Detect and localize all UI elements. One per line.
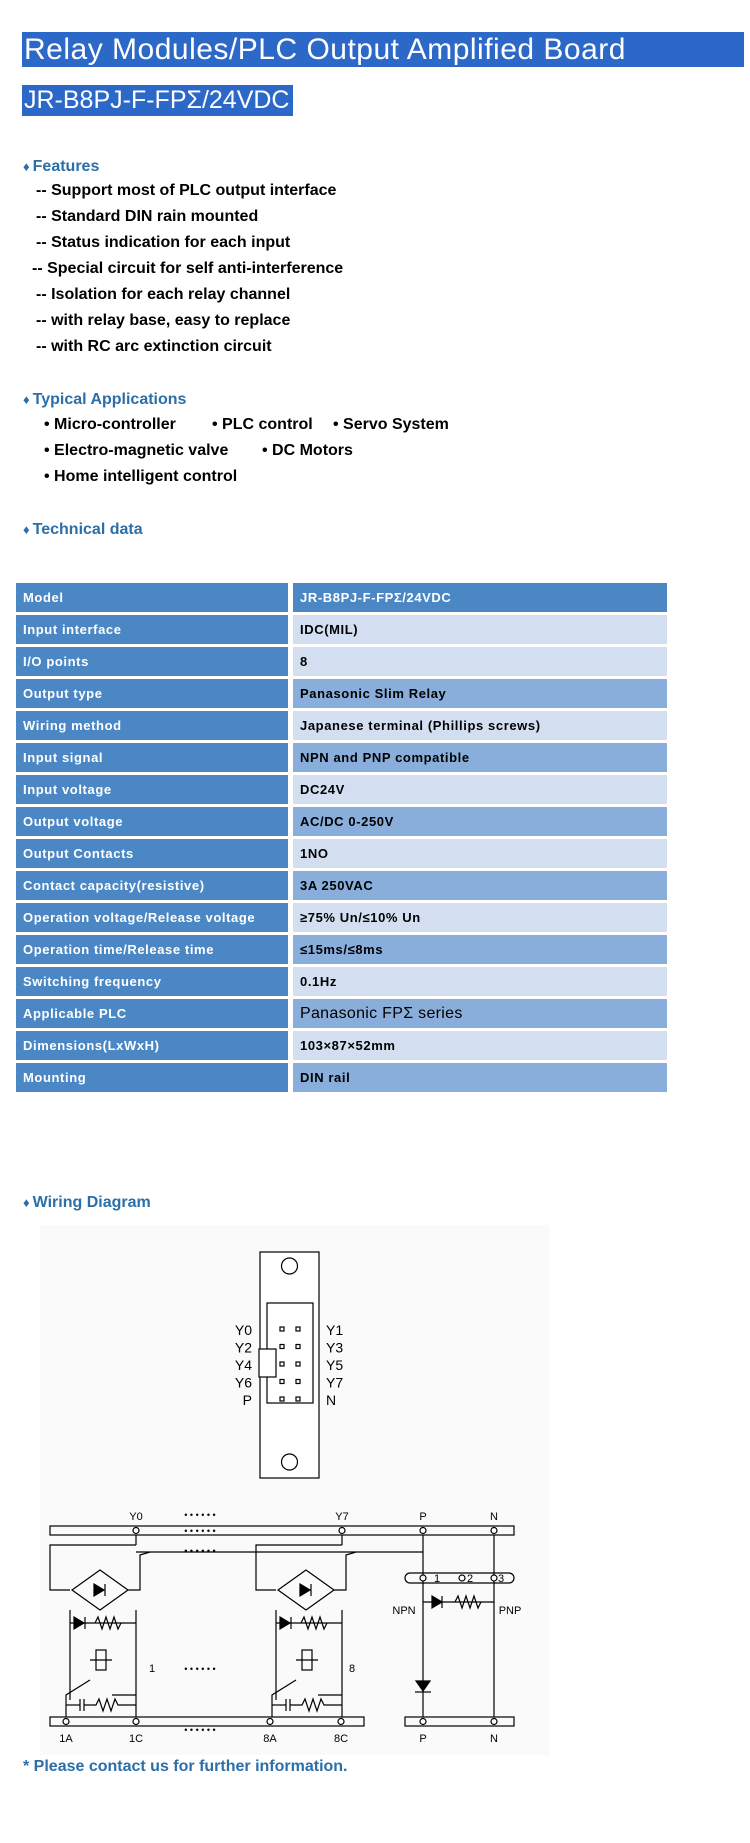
ellipsis-dots: • • • • • •	[184, 1664, 216, 1674]
terminal-circle	[420, 1719, 426, 1725]
row-key: Output type	[16, 679, 293, 711]
ellipsis-dots: • • • • • •	[184, 1526, 216, 1536]
terminal-circle	[491, 1528, 497, 1534]
bottom-terminal-label: N	[490, 1733, 498, 1745]
application-item: • PLC control	[212, 416, 313, 433]
bottom-terminal-label: P	[419, 1733, 427, 1745]
channel-label: 1	[148, 1663, 156, 1675]
top-terminal-label: Y7	[335, 1511, 349, 1523]
row-value: NPN and PNP compatible	[293, 743, 667, 775]
row-key: Output Contacts	[16, 839, 293, 871]
jumper-circle	[491, 1575, 497, 1581]
row-value: 103×87×52mm	[293, 1031, 667, 1063]
jumper-label: 3	[497, 1573, 505, 1585]
feature-item: -- with RC arc extinction circuit	[36, 338, 272, 355]
page-title: Relay Modules/PLC Output Amplified Board	[22, 32, 744, 67]
row-value: 0.1Hz	[293, 967, 667, 999]
diamond-icon: ♦	[23, 522, 30, 537]
connector-pin	[280, 1362, 284, 1366]
top-terminal-label: P	[419, 1511, 427, 1523]
model-title: JR-B8PJ-F-FPΣ/24VDC	[22, 85, 293, 116]
feature-item: -- Standard DIN rain mounted	[36, 208, 259, 225]
idc-connector	[259, 1252, 319, 1478]
application-item: • Home intelligent control	[44, 468, 238, 485]
jumper-circle	[420, 1575, 426, 1581]
terminal-circle	[133, 1719, 139, 1725]
row-value: IDC(MIL)	[293, 615, 667, 647]
connector-label-left: Y6	[234, 1374, 252, 1391]
feature-item: -- Status indication for each input	[36, 234, 291, 251]
ellipsis-dots: • • • • • •	[184, 1725, 216, 1735]
row-value: Panasonic FPΣ series	[293, 999, 667, 1031]
terminal-circle	[339, 1528, 345, 1534]
bottom-terminal-label: 8C	[333, 1733, 349, 1745]
row-key: I/O points	[16, 647, 293, 679]
application-item: • Servo System	[333, 416, 449, 433]
row-key: Contact capacity(resistive)	[16, 871, 293, 903]
row-value: DC24V	[293, 775, 667, 807]
connector-label-right: Y5	[326, 1357, 344, 1373]
connector-pin	[296, 1327, 300, 1331]
connector-pin	[280, 1380, 284, 1384]
jumper-label: 2	[466, 1573, 474, 1585]
row-value: JR-B8PJ-F-FPΣ/24VDC	[293, 583, 667, 615]
connector-label-right: Y7	[326, 1374, 344, 1391]
bottom-terminal-label: 1A	[59, 1733, 73, 1745]
connector-pin	[280, 1327, 284, 1331]
bottom-terminal-label: 8A	[263, 1733, 277, 1745]
application-item: • Electro-magnetic valve	[44, 442, 229, 459]
row-value: 1NO	[293, 839, 667, 871]
application-item: • Micro-controller	[44, 416, 176, 433]
row-value: Panasonic Slim Relay	[293, 679, 667, 711]
connector-label-right: Y1	[326, 1322, 344, 1338]
terminal-circle	[338, 1719, 344, 1725]
connector-pin	[296, 1345, 300, 1349]
jumper-circle	[459, 1575, 465, 1581]
applications-heading: ♦ Typical Applications	[23, 391, 187, 408]
connector-pin	[296, 1362, 300, 1366]
row-key: Input interface	[16, 615, 293, 647]
row-key: Wiring method	[16, 711, 293, 743]
top-terminal-label: Y0	[129, 1511, 143, 1523]
feature-item: -- Isolation for each relay channel	[36, 286, 291, 303]
terminal-circle	[491, 1719, 497, 1725]
row-key: Dimensions(LxWxH)	[16, 1031, 293, 1063]
row-value: ≤15ms/≤8ms	[293, 935, 667, 967]
connector-label-left: Y0	[234, 1322, 252, 1338]
connector-pin	[296, 1380, 300, 1384]
feature-item: -- with relay base, easy to replace	[36, 312, 291, 329]
connector-label-right: Y3	[326, 1339, 344, 1356]
connector-label-left: Y2	[234, 1339, 252, 1356]
bottom-terminal-label: 1C	[128, 1733, 144, 1745]
connector-label-left: Y4	[234, 1357, 252, 1373]
contact-note: * Please contact us for further information.	[23, 1758, 348, 1775]
row-key: Operation time/Release time	[16, 935, 293, 967]
connector-label-left: P	[242, 1392, 252, 1408]
row-key: Input voltage	[16, 775, 293, 807]
diamond-icon: ♦	[23, 1195, 30, 1210]
ellipsis-dots: • • • • • •	[184, 1546, 216, 1556]
row-value: AC/DC 0-250V	[293, 807, 667, 839]
technical-heading: ♦ Technical data	[23, 521, 143, 538]
diamond-icon: ♦	[23, 392, 30, 407]
top-terminal-label: N	[490, 1511, 498, 1523]
row-key: Mounting	[16, 1063, 293, 1095]
connector-pin	[296, 1397, 300, 1401]
row-value: 8	[293, 647, 667, 679]
application-item: • DC Motors	[262, 442, 353, 459]
row-key: Output voltage	[16, 807, 293, 839]
terminal-circle	[133, 1528, 139, 1534]
connector-pin	[280, 1397, 284, 1401]
features-heading: ♦ Features	[23, 158, 100, 175]
wiring-heading: ♦ Wiring Diagram	[23, 1194, 151, 1211]
row-value: DIN rail	[293, 1063, 667, 1095]
npn-label: NPN	[392, 1605, 416, 1617]
row-key: Operation voltage/Release voltage	[16, 903, 293, 935]
terminal-circle	[63, 1719, 69, 1725]
row-key: Input signal	[16, 743, 293, 775]
row-key: Switching frequency	[16, 967, 293, 999]
terminal-circle	[420, 1528, 426, 1534]
row-key: Applicable PLC	[16, 999, 293, 1031]
connector-label-right: N	[326, 1392, 337, 1408]
row-value: 3A 250VAC	[293, 871, 667, 903]
row-value: ≥75% Un/≤10% Un	[293, 903, 667, 935]
jumper-label: 1	[433, 1573, 441, 1585]
pnp-label: PNP	[498, 1605, 522, 1617]
row-value: Japanese terminal (Phillips screws)	[293, 711, 667, 743]
diamond-icon: ♦	[23, 159, 30, 174]
feature-item: -- Special circuit for self anti-interference	[32, 260, 344, 277]
terminal-circle	[267, 1719, 273, 1725]
channel-label: 8	[348, 1663, 356, 1675]
connector-pin	[280, 1345, 284, 1349]
ellipsis-dots: • • • • • •	[184, 1510, 216, 1520]
feature-item: -- Support most of PLC output interface	[36, 182, 337, 199]
row-key: Model	[16, 583, 293, 615]
